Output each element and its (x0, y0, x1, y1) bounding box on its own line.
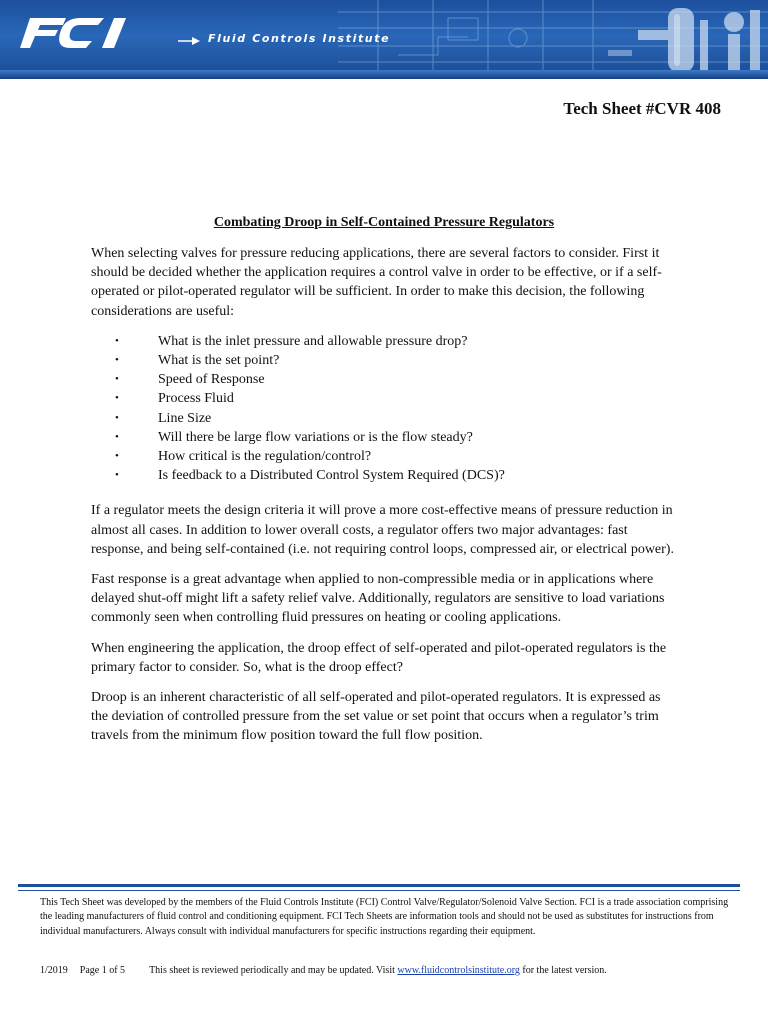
paragraph-advantages: If a regulator meets the design criteria it will prove a more cost-effective means of pressure reduction in almost all cases. In addition to lower overall costs, a regulator offers two major advantages: fast response, and being self-contained (i.e. not requiring control loops, compressed air, or electrical power). (91, 503, 674, 557)
arrow-icon (178, 36, 200, 46)
bullet-icon: • (115, 430, 119, 443)
document-body (91, 244, 681, 757)
bullet-icon: • (115, 354, 119, 366)
industrial-equipment-illustration (338, 0, 768, 79)
bullet-icon: • (115, 469, 119, 482)
list-item: • Will there be large flow variations or is the flow steady? (91, 428, 681, 447)
paragraph-fast-response: Fast response is a great advantage when applied to non-compressible media or in applications where delayed shut-off might lift a safety relief valve. Additionally, regulators are sensitive to load variations commonly seen when controlling fluid pressures on heating or cooling applications. (91, 571, 665, 626)
tech-sheet-number: Tech Sheet #CVR 408 (563, 99, 721, 118)
footer-divider (18, 884, 740, 887)
fci-logo (18, 14, 136, 52)
list-item: • Is feedback to a Distributed Control System Required (DCS)? (91, 466, 681, 485)
considerations-list (91, 332, 681, 486)
bullet-icon: • (115, 411, 119, 424)
footer-disclaimer: This Tech Sheet was developed by the members of the Fluid Controls Institute (FCI) Control Valve/Regulator/Solenoid Valve Section. FCI is a trade association comprising the leading manufacturers of fluid control and conditioning equipment. FCI Tech Sheets are information tools and should not be used as substitutes for instructions from individual manufacturers. Always consult with individual manufacturers for specific instructions regarding their equipment. (40, 897, 729, 937)
bullet-icon: • (115, 373, 119, 386)
revision-date: 1/2019 (40, 965, 68, 976)
intro-paragraph: When selecting valves for pressure reducing applications, there are several factors to consider. First it should be decided whether the application requires a control valve in order to be effective, or if a self-operated or pilot-operated regulator will be sufficient. In order to make this decision, the following considerations are useful: (91, 246, 662, 319)
list-item: • Line Size (91, 409, 681, 428)
bullet-icon: • (115, 449, 119, 462)
list-item: • What is the inlet pressure and allowable pressure drop? (91, 332, 681, 351)
review-notice-suffix: for the latest version. (522, 965, 607, 976)
review-notice: This sheet is reviewed periodically and may be updated. Visit (149, 965, 395, 976)
list-item: • Process Fluid (91, 389, 681, 408)
page-number: Page 1 of 5 (79, 965, 126, 976)
list-item: • What is the set point? (91, 351, 681, 370)
tagline: Fluid Controls Institute (208, 32, 391, 45)
list-item: • How critical is the regulation/control? (91, 447, 681, 466)
header-banner (0, 0, 768, 79)
paragraph-droop-question: When engineering the application, the droop effect of self-operated and pilot-operated regulators is the primary factor to consider. So, what is the droop effect? (91, 640, 667, 675)
footer-meta (40, 964, 740, 978)
footer-divider-thin (18, 890, 740, 891)
paragraph-droop-definition: Droop is an inherent characteristic of all self-operated and pilot-operated regulators. It is expressed as the deviation of controlled pressure from the set value or set point that occurs when a regulator’s trim travels from the minimum flow position toward the full flow position. (91, 689, 661, 744)
website-link[interactable]: www.fluidcontrolsinstitute.org (397, 965, 520, 976)
banner-stripe (0, 70, 768, 79)
bullet-icon: • (115, 392, 119, 405)
bullet-icon: • (115, 334, 119, 347)
document-title: Combating Droop in Self-Contained Pressure Regulators (213, 215, 555, 230)
list-item: • Speed of Response (91, 370, 681, 389)
